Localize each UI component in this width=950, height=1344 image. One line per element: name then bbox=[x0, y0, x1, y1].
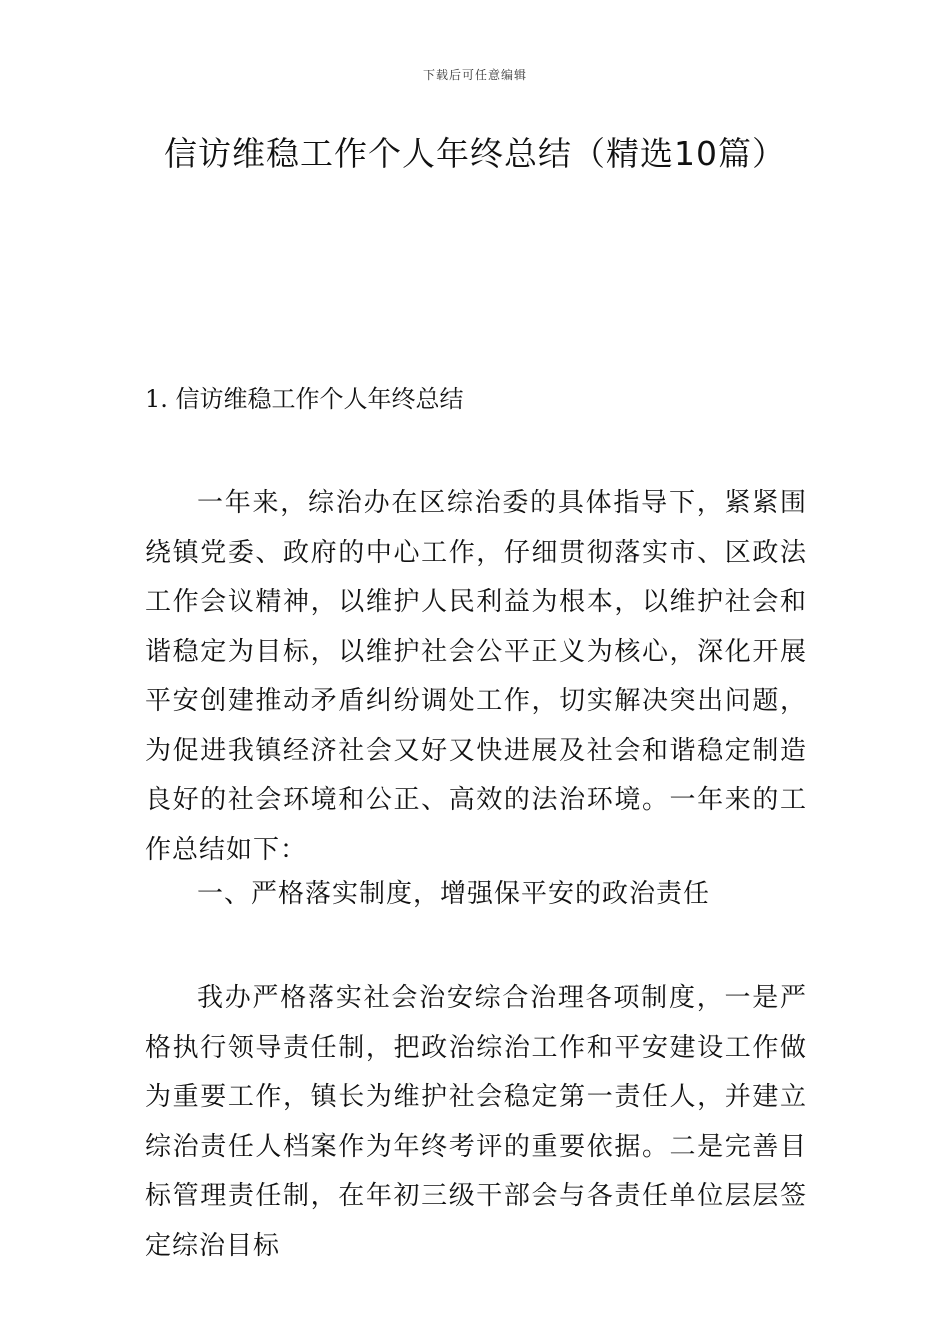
section-heading: 1. 信访维稳工作个人年终总结 bbox=[145, 385, 464, 413]
body-paragraph-1: 一年来，综治办在区综治委的具体指导下，紧紧围绕镇党委、政府的中心工作，仔细贯彻落实市、区政法工作会议精神，以维护人民利益为根本，以维护社会和谐稳定为目标，以维护社会公平正义为核心，深化开展平安创建推动矛盾纠纷调处工作，切实解决突出问题，为促进我镇经济社会又好又快进展及社会和谐稳定制造良好的社会环境和公正、高效的法治环境。一年来的工作总结如下： bbox=[145, 488, 807, 865]
subheading-1: 一、严格落实制度，增强保平安的政治责任 bbox=[197, 879, 711, 909]
document-title: 信访维稳工作个人年终总结（精选10篇） bbox=[164, 134, 786, 173]
body-paragraph-2: 我办严格落实社会治安综合治理各项制度，一是严格执行领导责任制，把政治综治工作和平安建设工作做为重要工作，镇长为维护社会稳定第一责任人，并建立综治责任人档案作为年终考评的重要依据。二是完善目标管理责任制，在年初三级干部会与各责任单位层层签定综治目标 bbox=[145, 983, 807, 1261]
header-note: 下载后可任意编辑 bbox=[422, 68, 527, 82]
